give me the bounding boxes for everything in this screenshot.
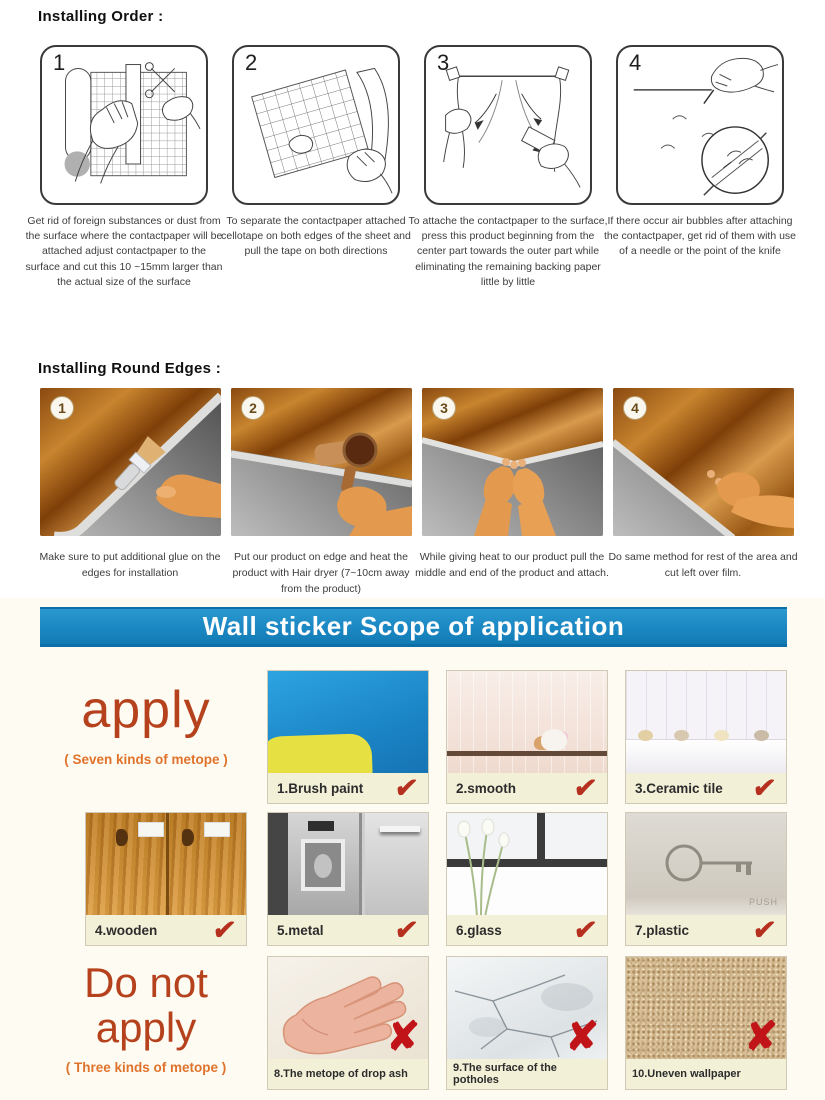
installing-round-edges-title: Installing Round Edges : [38, 360, 222, 377]
tile-image-ceramic [626, 671, 786, 773]
order-step-1-caption: Get rid of foreign substances or dust from the surface where the contactpaper will be attached adjust contactpaper to the surface and cut this 10 ~15mm larger than the actual size of the surface [25, 215, 223, 288]
ledge-shape [626, 739, 786, 773]
round-edges-step-3-photo [422, 388, 603, 536]
check-icon: ✔ [393, 915, 421, 945]
dispenser-recess [314, 854, 332, 878]
tile-label-potholes: 9.The surface of the potholes [447, 1059, 607, 1089]
tile-image-brush-paint [268, 671, 428, 773]
check-icon: ✔ [572, 915, 600, 945]
order-step-3-illustration [426, 47, 590, 203]
tile-ceramic-tile [625, 670, 787, 804]
tile-metal [267, 812, 429, 946]
handle-shape [182, 829, 194, 846]
tile-smooth [446, 670, 608, 804]
order-step-3-caption: To attache the contactpaper to the surface, press this product beginning from the center part towards the outer part while eliminating the remaining backing paper little by little [408, 215, 608, 288]
x-icon: ✘ [386, 1015, 420, 1059]
round-edges-step-4-number: 4 [623, 396, 647, 420]
tile-potholes [446, 956, 608, 1090]
fridge-display [308, 821, 334, 831]
tile-label-metal: 5.metal [268, 915, 428, 945]
x-icon: ✘ [744, 1015, 778, 1059]
fridge-side [268, 813, 288, 915]
handle-shape [116, 829, 128, 846]
toy-shape [541, 729, 567, 751]
round-edges-step-2-number: 2 [241, 396, 265, 420]
order-step-4-number: 4 [629, 50, 642, 75]
tile-drop-ash [267, 956, 429, 1090]
order-step-1-card [40, 45, 208, 205]
apply-heading-block [40, 680, 252, 767]
tile-label-glass: 6.glass [447, 915, 607, 945]
tile-image-glass [447, 813, 607, 915]
order-step-2-caption: To separate the contactpaper attached cellotape on both edges of the sheet and pull the tape on both directions [221, 215, 411, 258]
order-step-1-illustration [42, 47, 206, 203]
tile-label-wooden: 4.wooden [86, 915, 246, 945]
order-step-2-card [232, 45, 400, 205]
round-edges-step-1-number: 1 [50, 396, 74, 420]
shell-shape [638, 730, 653, 741]
tile-label-ceramic: 3.Ceramic tile [626, 773, 786, 803]
tile-brush-paint [267, 670, 429, 804]
do-not-apply-heading-line1: Do not [84, 959, 208, 1006]
scope-banner-title: Wall sticker Scope of application [202, 611, 625, 641]
order-step-4-illustration [618, 47, 782, 203]
check-icon: ✔ [751, 773, 779, 803]
tile-glass [446, 812, 608, 946]
round-edges-step-2-caption: Put our product on edge and heat the product with Hair dryer (7~10cm away from the product) [232, 551, 410, 595]
order-step-3-card [424, 45, 592, 205]
round-edges-step-3-number: 3 [432, 396, 456, 420]
tile-label-plastic: 7.plastic [626, 915, 786, 945]
apply-subheading: ( Seven kinds of metope ) [64, 752, 228, 767]
installing-order-title: Installing Order : [38, 8, 164, 25]
flower-stems [447, 813, 607, 915]
round-edges-step-4-caption: Do same method for rest of the area and cut left over film. [608, 551, 798, 579]
check-icon: ✔ [572, 773, 600, 803]
do-not-apply-heading-line2: apply [95, 1004, 197, 1052]
apply-heading: apply [81, 681, 211, 739]
order-step-2-number: 2 [245, 50, 258, 75]
x-icon: ✘ [565, 1015, 599, 1059]
tile-image-wooden [86, 813, 246, 915]
shell-shape [714, 730, 729, 741]
order-step-2-illustration [234, 47, 398, 203]
tile-wooden [85, 812, 247, 946]
order-step-3-number: 3 [437, 50, 450, 75]
tile-plastic [625, 812, 787, 946]
order-step-4-caption: If there occur air bubbles after attaching the contactpaper, get rid of them with use of a needle or the point of the knife [603, 215, 797, 258]
tile-label-drop-ash: 8.The metope of drop ash [268, 1059, 428, 1089]
check-icon: ✔ [211, 915, 239, 945]
scope-banner [40, 607, 787, 647]
shell-shape [674, 730, 689, 741]
order-step-1-number: 1 [53, 50, 66, 75]
tile-image-smooth [447, 671, 607, 773]
sticker-shape [204, 822, 230, 837]
check-icon: ✔ [751, 915, 779, 945]
cabinet-divider [166, 813, 169, 915]
tile-uneven-wallpaper [625, 956, 787, 1090]
order-step-4-card [616, 45, 784, 205]
shell-shape [754, 730, 769, 741]
tile-image-plastic [626, 813, 786, 915]
push-label: PUSH [748, 897, 778, 907]
sofa-shape [268, 733, 373, 773]
round-edges-step-1-caption: Make sure to put additional glue on the edges for installation [39, 551, 221, 579]
shelf-shape [447, 751, 607, 756]
check-icon: ✔ [393, 773, 421, 803]
do-not-apply-subheading: ( Three kinds of metope ) [65, 1059, 227, 1075]
round-edges-step-3-caption: While giving heat to our product pull the middle and end of the product and attach. [415, 551, 609, 579]
round-edges-step-4-photo [613, 388, 794, 536]
tile-label-uneven-wallpaper: 10.Uneven wallpaper [626, 1059, 786, 1089]
tile-label-brush-paint: 1.Brush paint [268, 773, 428, 803]
round-edges-step-2-photo [231, 388, 412, 536]
tile-image-metal [268, 813, 428, 915]
round-edges-step-1-photo [40, 388, 221, 536]
do-not-apply-heading-block [40, 960, 252, 1075]
sticker-shape [138, 822, 164, 837]
tile-label-smooth: 2.smooth [447, 773, 607, 803]
fridge-handle [380, 826, 420, 832]
